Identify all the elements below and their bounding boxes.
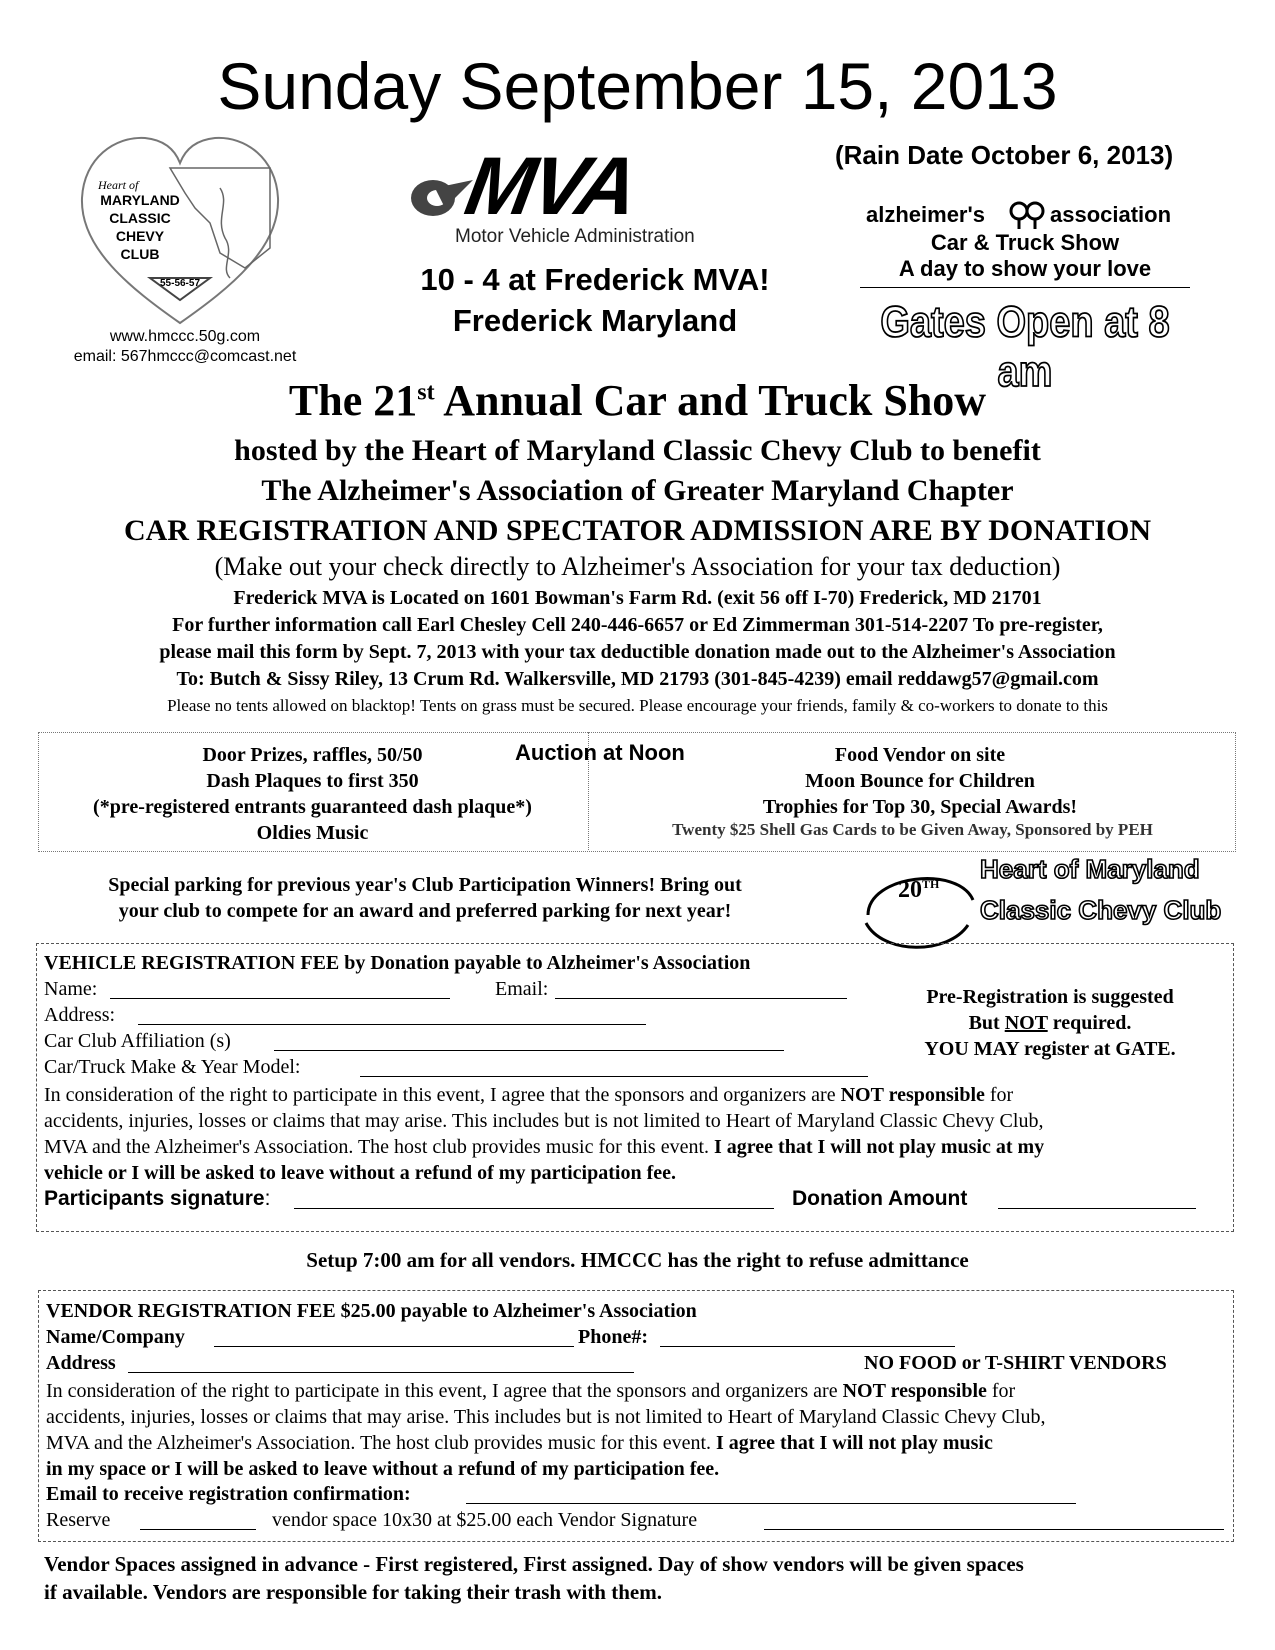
donation-notice: CAR REGISTRATION AND SPECTATOR ADMISSION ARE BY DONATION bbox=[123, 514, 1152, 547]
features-left: Door Prizes, raffles, 50/50 Dash Plaques to first 350 (*pre-registered entrants guaranteed dash plaque*) Oldies Music bbox=[93, 744, 532, 844]
vehicle-heading: VEHICLE REGISTRATION FEE by Donation payable to Alzheimer's Association bbox=[44, 952, 751, 974]
club-email: email: 567hmccc@comcast.net bbox=[73, 348, 297, 365]
vendor-name-field[interactable] bbox=[214, 1330, 574, 1347]
vehicle-club-field[interactable] bbox=[274, 1034, 784, 1051]
email-confirm-label: Email to receive registration confirmation: bbox=[46, 1483, 411, 1505]
time-location: 10 - 4 at Frederick MVA! bbox=[420, 262, 770, 297]
alz-tagline: A day to show your love bbox=[898, 256, 1152, 281]
vendor-address-label: Address bbox=[46, 1352, 116, 1374]
event-date: Sunday September 15, 2013 bbox=[217, 49, 1058, 123]
mail-address: To: Butch & Sissy Riley, 13 Crum Rd. Walkersville, MD 21793 (301-845-4239) email reddawg57@gmail.com bbox=[176, 668, 1099, 690]
vehicle-name-field[interactable] bbox=[110, 982, 450, 999]
vendor-phone-field[interactable] bbox=[660, 1330, 955, 1347]
anniversary-arc-icon bbox=[848, 855, 988, 955]
anniv-club-line2: Classic Chevy Club bbox=[980, 895, 1222, 925]
alz-divider bbox=[860, 287, 1190, 288]
beneficiary: The Alzheimer's Association of Greater Maryland Chapter bbox=[261, 474, 1014, 507]
location: Frederick MVA is Located on 1601 Bowman's Farm Rd. (exit 56 off I-70) Frederick, MD 21701 bbox=[233, 587, 1042, 609]
club-logo: Heart of MARYLAND CLASSIC CHEVY CLUB 55-56-57 bbox=[70, 128, 290, 328]
vehicle-email-field[interactable] bbox=[555, 982, 847, 999]
vehicle-make-label: Car/Truck Make & Year Model: bbox=[44, 1056, 301, 1078]
vehicle-address-field[interactable] bbox=[138, 1008, 646, 1025]
contact-info: For further information call Earl Chesley Cell 240-446-6657 or Ed Zimmerman 301-514-2207 To pre-register, bbox=[172, 614, 1103, 636]
pre-registration-note: Pre-Registration is suggested But NOT required. YOU MAY register at GATE. bbox=[924, 986, 1176, 1060]
alz-show-title: Car & Truck Show bbox=[930, 230, 1120, 255]
vendor-space-text: vendor space 10x30 at $25.00 each Vendor Signature bbox=[272, 1509, 698, 1531]
setup-notice: Setup 7:00 am for all vendors. HMCCC has the right to refuse admittance bbox=[306, 1248, 969, 1272]
anniversary-badge: 20TH bbox=[848, 855, 988, 955]
email-confirm-field[interactable] bbox=[466, 1487, 1076, 1504]
vendor-phone-label: Phone#: bbox=[578, 1326, 648, 1348]
mail-instructions: please mail this form by Sept. 7, 2013 with your tax deductible donation made out to the Alzheimer's Association bbox=[159, 641, 1116, 663]
check-instructions: (Make out your check directly to Alzheimer's Association for your tax deduction) bbox=[214, 552, 1061, 581]
gas-cards: Twenty $25 Shell Gas Cards to be Given Away, Sponsored by PEH bbox=[672, 820, 1153, 839]
donation-label: Donation Amount bbox=[792, 1187, 968, 1210]
vehicle-make-field[interactable] bbox=[360, 1060, 868, 1077]
vehicle-address-label: Address: bbox=[44, 1004, 116, 1026]
vehicle-email-label: Email: bbox=[495, 978, 549, 1000]
reserve-label: Reserve bbox=[46, 1509, 111, 1531]
no-food-notice: NO FOOD or T-SHIRT VENDORS bbox=[864, 1352, 1167, 1374]
vendor-heading: VENDOR REGISTRATION FEE $25.00 payable to Alzheimer's Association bbox=[46, 1300, 697, 1322]
features-right: Food Vendor on site Moon Bounce for Children Trophies for Top 30, Special Awards! bbox=[762, 744, 1078, 818]
parking-notice: Special parking for previous year's Club Participation Winners! Bring out your club to compete for an award and preferred parking for next year! bbox=[108, 874, 742, 922]
signature-label: Participants signature: bbox=[44, 1187, 271, 1210]
vendor-address-field[interactable] bbox=[128, 1356, 634, 1373]
vendor-signature-field[interactable] bbox=[764, 1513, 1224, 1530]
alz-logo-right: association bbox=[1050, 202, 1172, 227]
hosted-by: hosted by the Heart of Maryland Classic Chevy Club to benefit bbox=[234, 434, 1041, 467]
anniv-club-line1: Heart of Maryland bbox=[980, 854, 1200, 884]
city: Frederick Maryland bbox=[452, 303, 738, 338]
mva-logo: MVA Motor Vehicle Administration bbox=[405, 148, 745, 248]
auction: Auction at Noon bbox=[515, 740, 685, 765]
donation-field[interactable] bbox=[998, 1192, 1196, 1209]
vehicle-name-label: Name: bbox=[44, 978, 98, 1000]
vehicle-club-label: Car Club Affiliation (s) bbox=[44, 1030, 231, 1052]
gates-open: Gates Open at 8 am bbox=[880, 298, 1170, 397]
club-website: www.hmccc.50g.com bbox=[109, 328, 261, 345]
vendor-name-label: Name/Company bbox=[46, 1326, 185, 1348]
show-title: The 21st Annual Car and Truck Show bbox=[288, 376, 987, 425]
alz-logo-left: alzheimer's bbox=[866, 202, 985, 227]
rain-date: (Rain Date October 6, 2013) bbox=[835, 140, 1174, 170]
reserve-quantity-field[interactable] bbox=[140, 1513, 256, 1530]
tent-notice: Please no tents allowed on blacktop! Tents on grass must be secured. Please encourage your friends, family & co-workers to donate to this bbox=[167, 696, 1108, 715]
alz-purple-icon bbox=[1007, 198, 1047, 230]
vehicle-waiver: In consideration of the right to participate in this event, I agree that the sponsors and organizers are NOT responsible for accidents, injuries, losses or claims that may arise. This includes but is not limited to Heart of Maryland Classic Chevy Club, MVA and the Alzheimer's Association. The host club provides music for this event. I agree that I will not play music at my vehicle or I will be asked to leave without a refund of my participation fee. bbox=[44, 1084, 1045, 1184]
signature-field[interactable] bbox=[294, 1192, 774, 1209]
footer-notice: Vendor Spaces assigned in advance - First registered, First assigned. Day of show vendors will be given spaces if available. Vendors are responsible for taking their trash with them. bbox=[44, 1552, 1024, 1604]
vendor-waiver: In consideration of the right to participate in this event, I agree that the sponsors and organizers are NOT responsible for accidents, injuries, losses or claims that may arise. This includes but is not limited to Heart of Maryland Classic Chevy Club, MVA and the Alzheimer's Association. The host club provides music for this event. I agree that I will not play music in my space or I will be asked to leave without a refund of my participation fee. bbox=[46, 1380, 1046, 1480]
